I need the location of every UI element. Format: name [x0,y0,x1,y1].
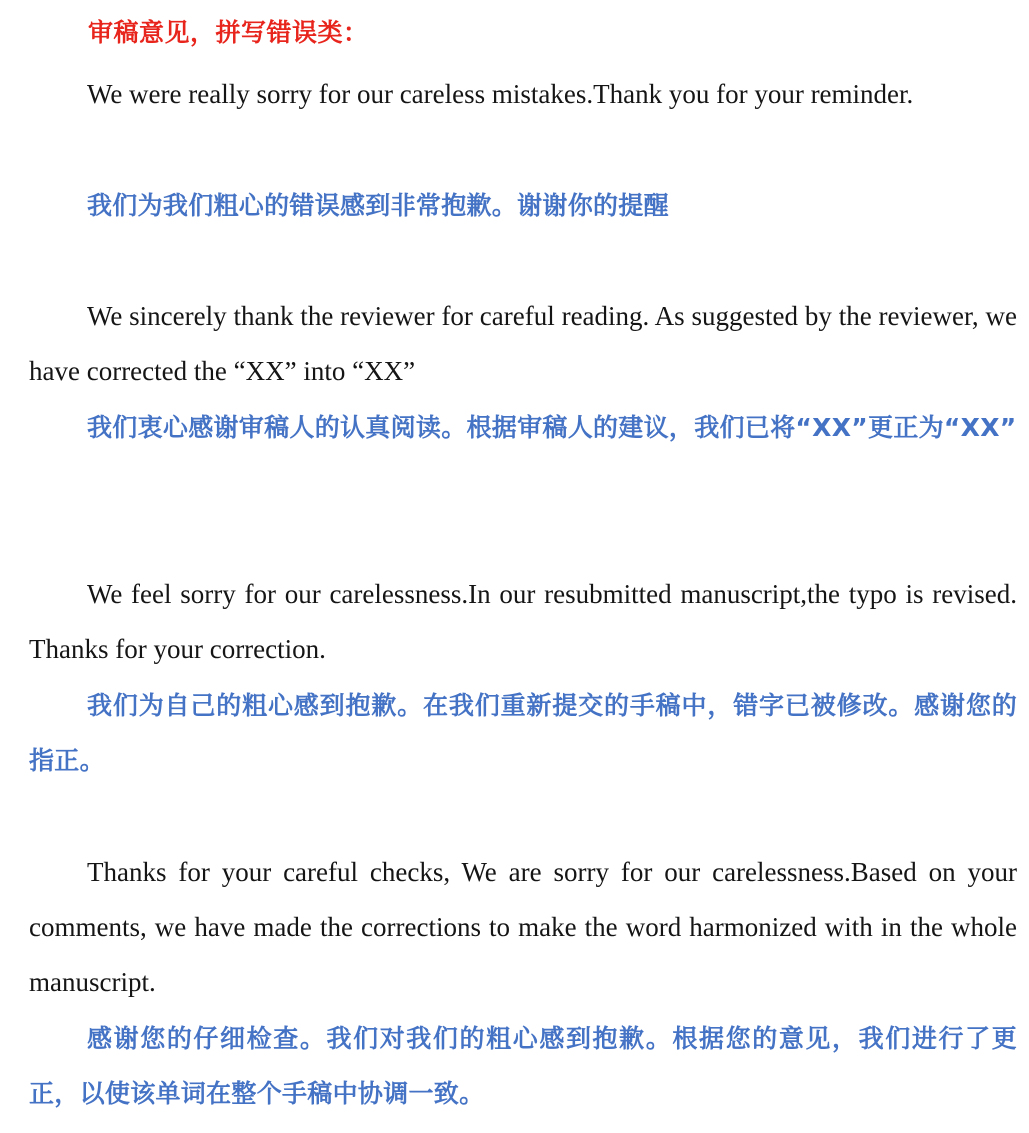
chinese-translation-4: 感谢您的仔细检查。我们对我们的粗心感到抱歉。根据您的意见，我们进行了更正，以使该单词在整个手稿中协调一致。 [29,1024,1017,1108]
section-heading: 审稿意见，拼写错误类： [88,18,369,47]
chinese-translation-1: 我们为我们粗心的错误感到非常抱歉。谢谢你的提醒 [87,191,669,220]
chinese-translation-2: 我们衷心感谢审稿人的认真阅读。根据审稿人的建议，我们已将“XX”更正为“XX” [87,413,1017,442]
english-response-1: We were really sorry for our careless mistakes.Thank you for your reminder. [87,79,914,109]
english-response-4: Thanks for your careful checks, We are sorry for our carelessness.Based on your comments, we have made the corrections to make the word harmonized with in the whole manuscript. [29,857,1017,997]
english-response-2: We sincerely thank the reviewer for careful reading. As suggested by the reviewer, we have corrected the “XX” into “XX” [29,301,1017,386]
english-response-3: We feel sorry for our carelessness.In our resubmitted manuscript,the typo is revised. Thanks for your correction. [29,579,1017,664]
chinese-translation-3: 我们为自己的粗心感到抱歉。在我们重新提交的手稿中，错字已被修改。感谢您的指正。 [29,691,1017,775]
